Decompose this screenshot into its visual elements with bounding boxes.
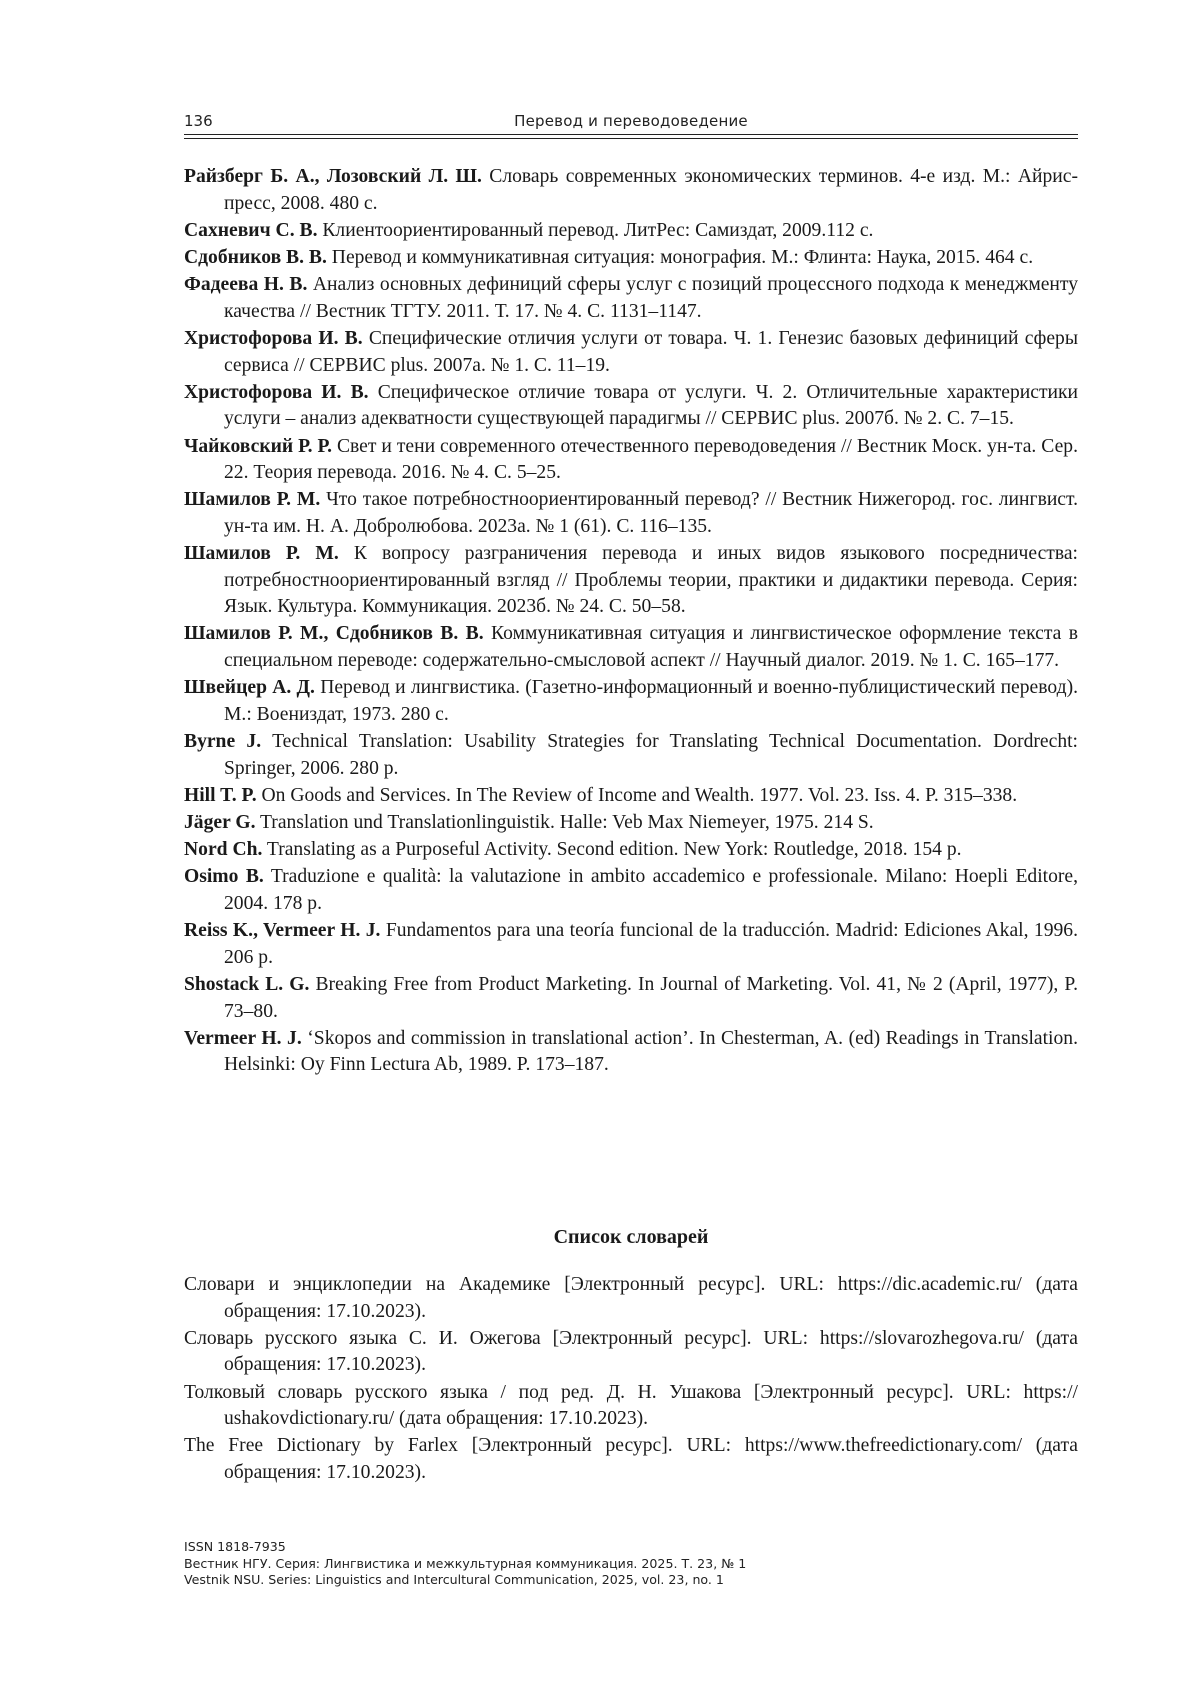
reference-text: Traduzione e qualità: la valutazione in ambito accademico e professionale. Milano: Hoepli Editore, 2004. 178 p. bbox=[224, 866, 1078, 914]
reference-author: Osimo B. bbox=[184, 866, 264, 887]
running-head-title: Перевод и переводоведение bbox=[184, 112, 1078, 130]
reference-item bbox=[184, 541, 1078, 621]
reference-author: Чайковский Р. Р. bbox=[184, 436, 332, 457]
reference-author: Hill T. P. bbox=[184, 785, 257, 806]
reference-item bbox=[184, 218, 1078, 245]
header-rule-thin bbox=[184, 138, 1078, 139]
reference-item bbox=[184, 675, 1078, 728]
reference-text: ‘Skopos and commission in translational action’. In Chesterman, A. (ed) Readings in Translation. Helsinki: Oy Finn Lectura Ab, 1989. P. 173–187. bbox=[224, 1028, 1078, 1076]
reference-item bbox=[184, 326, 1078, 379]
footer-journal-en: Vestnik NSU. Series: Linguistics and Intercultural Communication, 2025, vol. 23, no. 1 bbox=[184, 1572, 1078, 1589]
reference-item bbox=[184, 487, 1078, 540]
reference-list bbox=[184, 164, 1078, 1079]
footer-issn: ISSN 1818-7935 bbox=[184, 1539, 1078, 1556]
reference-item bbox=[184, 972, 1078, 1025]
reference-item bbox=[184, 837, 1078, 864]
reference-text: Breaking Free from Product Marketing. In Journal of Marketing. Vol. 41, № 2 (April, 1977), P. 73–80. bbox=[224, 974, 1078, 1022]
reference-text: Перевод и коммуникативная ситуация: монография. М.: Флинта: Наука, 2015. 464 с. bbox=[327, 247, 1033, 268]
reference-author: Сахневич С. В. bbox=[184, 220, 317, 241]
page-footer bbox=[184, 1539, 1078, 1589]
reference-text: Перевод и лингвистика. (Газетно-информационный и военно-публицистический перевод). М.: Воениздат, 1973. 280 с. bbox=[224, 677, 1078, 725]
dictionary-item: Словари и энциклопедии на Академике [Электронный ресурс]. URL: https://dic.academic.ru/ (дата обращения: 17.10.2023). bbox=[184, 1272, 1078, 1325]
reference-item bbox=[184, 245, 1078, 272]
reference-author: Vermeer H. J. bbox=[184, 1028, 302, 1049]
reference-item bbox=[184, 783, 1078, 810]
running-head bbox=[184, 112, 1078, 134]
reference-author: Сдобников В. В. bbox=[184, 247, 327, 268]
reference-item bbox=[184, 621, 1078, 674]
reference-item bbox=[184, 380, 1078, 433]
reference-text: Коммуникативная ситуация и лингвистическое оформление текста в специальном переводе: содержательно-смысловой аспект // Научный диалог. 2019. № 1. С. 165–177. bbox=[224, 623, 1078, 671]
reference-item bbox=[184, 164, 1078, 217]
reference-text: Translation und Translationlinguistik. Halle: Veb Max Niemeyer, 1975. 214 S. bbox=[255, 812, 873, 833]
reference-author: Райзберг Б. А., Лозовский Л. Ш. bbox=[184, 166, 482, 187]
footer-journal-ru: Вестник НГУ. Серия: Лингвистика и межкультурная коммуникация. 2025. Т. 23, № 1 bbox=[184, 1556, 1078, 1573]
reference-item bbox=[184, 864, 1078, 917]
reference-author: Христофорова И. В. bbox=[184, 382, 369, 403]
reference-author: Фадеева Н. В. bbox=[184, 274, 307, 295]
reference-author: Шамилов Р. М., Сдобников В. В. bbox=[184, 623, 484, 644]
reference-author: Shostack L. G. bbox=[184, 974, 309, 995]
dictionary-item: Толковый словарь русского языка / под ред. Д. Н. Ушакова [Электронный ресурс]. URL: https:// ushakovdictionary.ru/ (дата обращения: 17.10.2023). bbox=[184, 1380, 1078, 1433]
reference-author: Byrne J. bbox=[184, 731, 261, 752]
reference-text: К вопросу разграничения перевода и иных видов языкового посредничества: потребностноориентированный взгляд // Проблемы теории, практики и дидактики перевода. Серия: Язык. Культура. Коммуникация. 2023б. № 24. С. 50–58. bbox=[224, 543, 1078, 617]
reference-text: Словарь современных экономических терминов. 4-е изд. М.: Айрис-пресс, 2008. 480 с. bbox=[224, 166, 1078, 214]
reference-text: Анализ основных дефиниций сферы услуг с позиций процессного подхода к менеджменту качества // Вестник ТГТУ. 2011. Т. 17. № 4. С. 1131–1147. bbox=[224, 274, 1078, 322]
reference-text: Fundamentos para una teoría funcional de la traducción. Madrid: Ediciones Akal, 1996. 206 p. bbox=[224, 920, 1078, 968]
reference-text: Что такое потребностноориентированный перевод? // Вестник Нижегород. гос. лингвист. ун-та им. Н. А. Добролюбова. 2023а. № 1 (61). С. 116–135. bbox=[224, 489, 1078, 537]
reference-author: Reiss K., Vermeer H. J. bbox=[184, 920, 380, 941]
reference-item bbox=[184, 729, 1078, 782]
reference-text: On Goods and Services. In The Review of Income and Wealth. 1977. Vol. 23. Iss. 4. P. 315–338. bbox=[257, 785, 1018, 806]
reference-item bbox=[184, 434, 1078, 487]
reference-text: Technical Translation: Usability Strategies for Translating Technical Documentation. Dordrecht: Springer, 2006. 280 p. bbox=[224, 731, 1078, 779]
reference-author: Швейцер А. Д. bbox=[184, 677, 315, 698]
reference-item bbox=[184, 272, 1078, 325]
header-rule bbox=[184, 134, 1078, 135]
reference-text: Translating as a Purposeful Activity. Second edition. New York: Routledge, 2018. 154 p. bbox=[262, 839, 961, 860]
reference-author: Христофорова И. В. bbox=[184, 328, 363, 349]
reference-author: Шамилов Р. М. bbox=[184, 543, 339, 564]
reference-item bbox=[184, 918, 1078, 971]
reference-text: Свет и тени современного отечественного переводоведения // Вестник Моск. ун-та. Сер. 22. Теория перевода. 2016. № 4. С. 5–25. bbox=[224, 436, 1078, 484]
dictionary-item: The Free Dictionary by Farlex [Электронный ресурс]. URL: https://www.thefreedictionary.com/ (дата обращения: 17.10.2023). bbox=[184, 1433, 1078, 1486]
page-number: 136 bbox=[184, 112, 213, 130]
reference-item bbox=[184, 1026, 1078, 1079]
reference-text: Специфическое отличие товара от услуги. Ч. 2. Отличительные характеристики услуги – анализ адекватности существующей парадигмы // СЕРВИС plus. 2007б. № 2. С. 7–15. bbox=[224, 382, 1078, 430]
dictionary-item: Словарь русского языка С. И. Ожегова [Электронный ресурс]. URL: https://slovarozhegova.ru/ (дата обращения: 17.10.2023). bbox=[184, 1326, 1078, 1379]
reference-text: Клиентоориентированный перевод. ЛитРес: Самиздат, 2009.112 с. bbox=[317, 220, 873, 241]
reference-item bbox=[184, 810, 1078, 837]
reference-author: Nord Ch. bbox=[184, 839, 262, 860]
reference-author: Шамилов Р. М. bbox=[184, 489, 320, 510]
section-title-dictionaries: Список словарей bbox=[184, 1226, 1078, 1249]
dictionary-list bbox=[184, 1272, 1078, 1487]
reference-author: Jäger G. bbox=[184, 812, 255, 833]
reference-text: Специфические отличия услуги от товара. Ч. 1. Генезис базовых дефиниций сферы сервиса // СЕРВИС plus. 2007а. № 1. С. 11–19. bbox=[224, 328, 1078, 376]
